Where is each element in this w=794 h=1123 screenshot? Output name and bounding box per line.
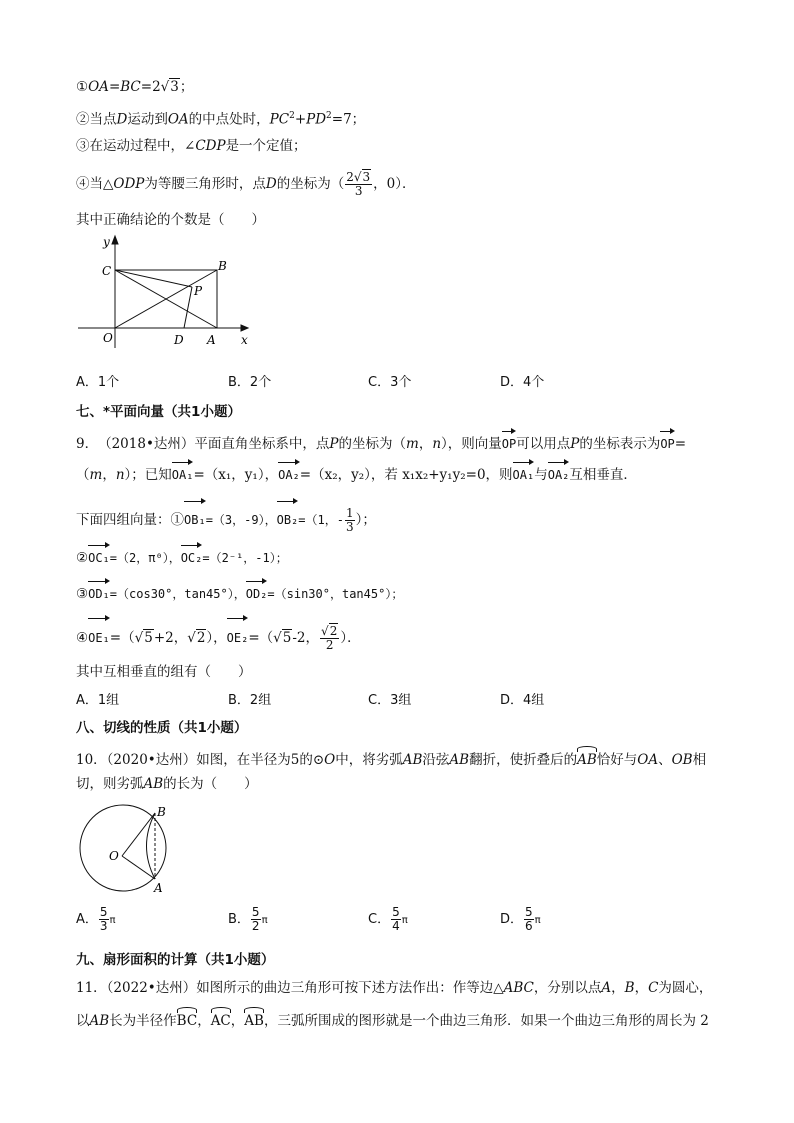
point-label-a: A xyxy=(207,333,216,347)
vector: OB₂ xyxy=(277,500,299,536)
section-heading-9: 九、扇形面积的计算（共1小题） xyxy=(76,952,275,968)
arc-notation: AB xyxy=(244,1008,264,1031)
q9-line-6: ④OE₁=（√5+2，√2），OE₂=（√5-2， $\frac{√2}{2}$ ）． xyxy=(76,617,361,655)
q10-option-c: C． $\frac{5}{4}$ π xyxy=(368,905,408,933)
q11-line-2: 以AB长为半径作BC，AC，AB，三弧所围成的图形就是一个曲边三角形．如果一个曲边三角形的周长为 2 xyxy=(76,1008,709,1031)
q9-option-a: A．1组 xyxy=(76,693,120,708)
vector: OA₂ xyxy=(548,461,570,485)
fraction: $\frac{√2}{2}$ xyxy=(321,624,338,652)
q9-question: 其中互相垂直的组有（ ） xyxy=(76,664,252,680)
axis-label-x: x xyxy=(241,333,248,347)
vector: OC₁ xyxy=(88,544,110,568)
q9-option-b: B．2组 xyxy=(228,693,272,708)
vector: OE₂ xyxy=(227,617,249,655)
vector: OD₂ xyxy=(246,580,268,604)
q10-line-1: 10．（2020•达州）如图，在半径为5的⊙O中，将劣弧AB沿弦AB翻折，使折叠后的AB恰好与OA、OB相 xyxy=(76,747,706,770)
q9-option-d: D．4组 xyxy=(500,693,545,708)
point-label-p: P xyxy=(194,284,203,298)
vector: OP xyxy=(660,430,674,454)
point-label-a: A xyxy=(154,881,163,895)
q10-circle-figure xyxy=(76,800,186,895)
q8-option-a: A．1个 xyxy=(76,375,120,390)
q8-statement-1: ①OA=BC=2√3； xyxy=(76,79,194,95)
q11-line-1: 11．（2022•达州）如图所示的曲边三角形可按下述方法作出：作等边△ABC，分别以点A，B，C为圆心， xyxy=(76,980,713,996)
fraction: $\frac{1}{3}$ xyxy=(345,506,354,534)
q9-line-5: ③OD₁=（cos30°，tan45°），OD₂=（sin30°，tan45°）； xyxy=(76,580,403,604)
vector: OC₂ xyxy=(181,544,203,568)
q8-option-c: C．3个 xyxy=(368,375,412,390)
arc-notation: AB xyxy=(577,747,597,770)
point-label-o: O xyxy=(109,849,119,863)
section-heading-7: 七、*平面向量（共1小题） xyxy=(76,404,241,420)
q10-line-2: 切，则劣弧AB的长为（ ） xyxy=(76,776,258,792)
point-label-b: B xyxy=(218,259,227,273)
arc-notation: AC xyxy=(211,1008,231,1031)
vector: OP xyxy=(502,430,516,454)
q9-line-1: 9． （2018•达州）平面直角坐标系中，点P的坐标为（m，n），则向量OP可以用点P的坐标表示为OP= xyxy=(76,430,686,454)
point-label-d: D xyxy=(174,333,184,347)
vector: OD₁ xyxy=(88,580,110,604)
q8-question: 其中正确结论的个数是（ ） xyxy=(76,212,265,228)
vector: OE₁ xyxy=(88,617,110,655)
q8-option-b: B．2个 xyxy=(228,375,272,390)
q8-statement-3: ③在运动过程中，∠CDP是一个定值； xyxy=(76,138,307,154)
q10-option-a: A． $\frac{5}{3}$ π xyxy=(76,905,116,933)
vector: OB₁ xyxy=(184,500,206,536)
section-heading-8: 八、切线的性质（共1小题） xyxy=(76,720,248,736)
arc-notation: BC xyxy=(177,1008,198,1031)
vector: OA₂ xyxy=(278,461,300,485)
q10-option-d: D． $\frac{5}{6}$ π xyxy=(500,905,541,933)
q9-option-c: C．3组 xyxy=(368,693,412,708)
q10-option-b: B． $\frac{5}{2}$ π xyxy=(228,905,268,933)
q8-statement-4: ④当△ODP为等腰三角形时，点D的坐标为（ $\frac{2√3}{3}$ ，0）． xyxy=(76,170,416,198)
q8-statement-2: ②当点D运动到OA的中点处时，$PC^2+PD^2=7$； xyxy=(76,111,366,128)
point-label-c: C xyxy=(102,264,112,278)
q9-line-4: ②OC₁=（2，π⁰），OC₂=（2⁻¹，-1）； xyxy=(76,544,288,568)
q8-rectangle-figure xyxy=(76,232,256,350)
point-label-b: B xyxy=(157,805,166,819)
q9-line-2: （m，n）；已知OA₁=（x₁，y₁），OA₂=（x₂，y₂），若 x₁x₂+y₁y₂=0，则OA₁与OA₂互相垂直． xyxy=(76,461,637,485)
fraction: $\frac{2√3}{3}$ xyxy=(346,170,371,198)
vector: OA₁ xyxy=(172,461,194,485)
sqrt-symbol: √ xyxy=(160,79,170,95)
point-label-o: O xyxy=(103,331,113,345)
q8-option-d: D．4个 xyxy=(500,375,545,390)
q9-line-3: 下面四组向量：①OB₁=（3，-9），OB₂=（1，- $\frac{1}{3}$ ）； xyxy=(76,500,376,536)
axis-label-y: y xyxy=(103,235,110,249)
vector: OA₁ xyxy=(513,461,535,485)
